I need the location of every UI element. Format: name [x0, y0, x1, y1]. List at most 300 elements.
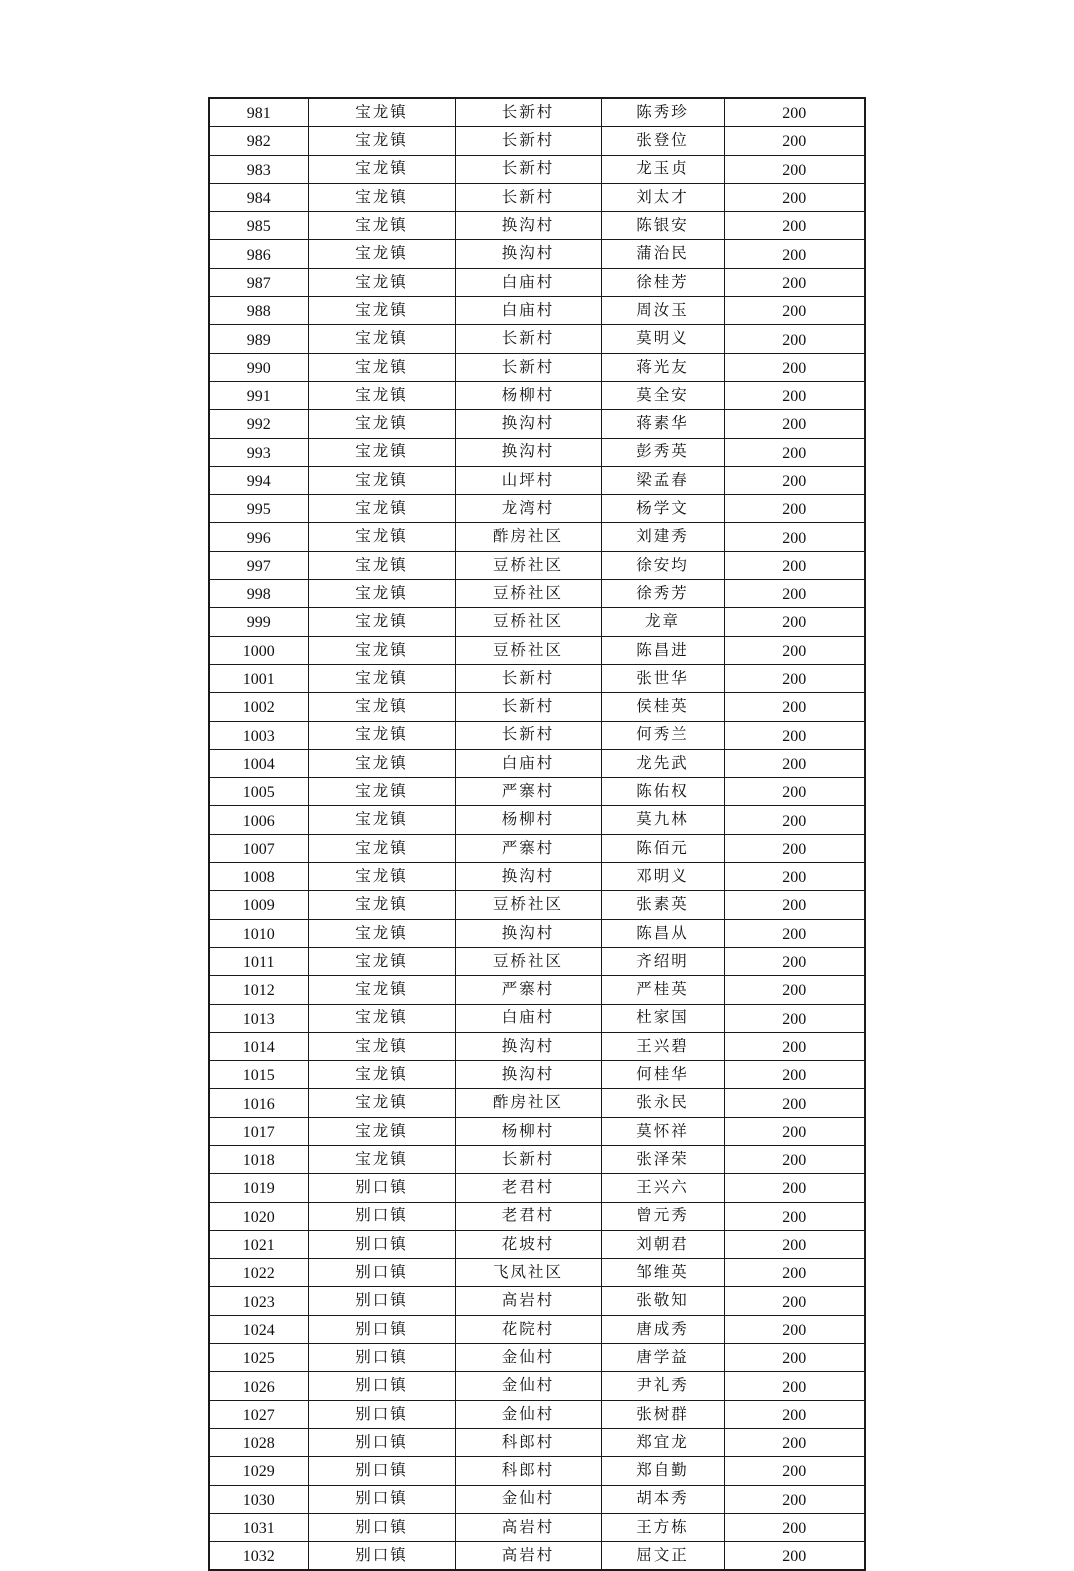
person-name-cell: 刘太才: [601, 183, 724, 211]
village-cell: 科郎村: [455, 1428, 601, 1456]
amount-cell: 200: [724, 1259, 865, 1287]
person-name-cell: 唐学益: [601, 1344, 724, 1372]
town-cell: 宝龙镇: [308, 1117, 455, 1145]
serial-number-cell: 1010: [209, 919, 308, 947]
serial-number-cell: 995: [209, 495, 308, 523]
table-row: [209, 1287, 865, 1315]
village-cell: 长新村: [455, 721, 601, 749]
amount-cell: 200: [724, 1513, 865, 1541]
town-cell: 别口镇: [308, 1202, 455, 1230]
town-cell: 宝龙镇: [308, 381, 455, 409]
serial-number-cell: 984: [209, 183, 308, 211]
amount-cell: 200: [724, 1485, 865, 1513]
table-row: [209, 353, 865, 381]
table-row: [209, 636, 865, 664]
serial-number-cell: 990: [209, 353, 308, 381]
table-row: [209, 98, 865, 127]
table-row: [209, 1542, 865, 1571]
person-name-cell: 张素英: [601, 891, 724, 919]
town-cell: 宝龙镇: [308, 834, 455, 862]
village-cell: 严寨村: [455, 976, 601, 1004]
person-name-cell: 杜家国: [601, 1004, 724, 1032]
amount-cell: 200: [724, 749, 865, 777]
town-cell: 宝龙镇: [308, 1089, 455, 1117]
amount-cell: 200: [724, 778, 865, 806]
serial-number-cell: 1004: [209, 749, 308, 777]
amount-cell: 200: [724, 127, 865, 155]
amount-cell: 200: [724, 1004, 865, 1032]
village-cell: 严寨村: [455, 834, 601, 862]
town-cell: 别口镇: [308, 1513, 455, 1541]
table-row: [209, 721, 865, 749]
village-cell: 老君村: [455, 1202, 601, 1230]
serial-number-cell: 999: [209, 608, 308, 636]
amount-cell: 200: [724, 523, 865, 551]
table-row: [209, 580, 865, 608]
town-cell: 别口镇: [308, 1457, 455, 1485]
amount-cell: 200: [724, 1315, 865, 1343]
village-cell: 长新村: [455, 664, 601, 692]
serial-number-cell: 1001: [209, 664, 308, 692]
serial-number-cell: 1016: [209, 1089, 308, 1117]
person-name-cell: 陈秀珍: [601, 98, 724, 127]
serial-number-cell: 1012: [209, 976, 308, 1004]
serial-number-cell: 981: [209, 98, 308, 127]
serial-number-cell: 1023: [209, 1287, 308, 1315]
town-cell: 宝龙镇: [308, 353, 455, 381]
town-cell: 宝龙镇: [308, 410, 455, 438]
table-row: [209, 1145, 865, 1173]
person-name-cell: 徐桂芳: [601, 268, 724, 296]
table-row: [209, 1089, 865, 1117]
person-name-cell: 陈银安: [601, 212, 724, 240]
table-row: [209, 1400, 865, 1428]
village-cell: 豆桥社区: [455, 608, 601, 636]
person-name-cell: 彭秀英: [601, 438, 724, 466]
table-row: [209, 551, 865, 579]
person-name-cell: 尹礼秀: [601, 1372, 724, 1400]
amount-cell: 200: [724, 1174, 865, 1202]
serial-number-cell: 983: [209, 155, 308, 183]
amount-cell: 200: [724, 1542, 865, 1571]
table-row: [209, 325, 865, 353]
person-name-cell: 陈昌进: [601, 636, 724, 664]
serial-number-cell: 992: [209, 410, 308, 438]
amount-cell: 200: [724, 98, 865, 127]
town-cell: 宝龙镇: [308, 1004, 455, 1032]
person-name-cell: 张永民: [601, 1089, 724, 1117]
serial-number-cell: 989: [209, 325, 308, 353]
village-cell: 换沟村: [455, 863, 601, 891]
town-cell: 宝龙镇: [308, 891, 455, 919]
village-cell: 高岩村: [455, 1513, 601, 1541]
table-row: [209, 1428, 865, 1456]
town-cell: 别口镇: [308, 1428, 455, 1456]
table-row: [209, 919, 865, 947]
town-cell: 宝龙镇: [308, 551, 455, 579]
village-cell: 豆桥社区: [455, 580, 601, 608]
serial-number-cell: 996: [209, 523, 308, 551]
amount-cell: 200: [724, 834, 865, 862]
amount-cell: 200: [724, 693, 865, 721]
table-row: [209, 183, 865, 211]
serial-number-cell: 1013: [209, 1004, 308, 1032]
person-name-cell: 徐安均: [601, 551, 724, 579]
town-cell: 宝龙镇: [308, 778, 455, 806]
amount-cell: 200: [724, 438, 865, 466]
town-cell: 宝龙镇: [308, 268, 455, 296]
person-name-cell: 蒋光友: [601, 353, 724, 381]
serial-number-cell: 1018: [209, 1145, 308, 1173]
serial-number-cell: 1019: [209, 1174, 308, 1202]
serial-number-cell: 994: [209, 466, 308, 494]
serial-number-cell: 991: [209, 381, 308, 409]
amount-cell: 200: [724, 1400, 865, 1428]
serial-number-cell: 986: [209, 240, 308, 268]
table-row: [209, 1032, 865, 1060]
person-name-cell: 王方栋: [601, 1513, 724, 1541]
serial-number-cell: 1005: [209, 778, 308, 806]
town-cell: 宝龙镇: [308, 806, 455, 834]
amount-cell: 200: [724, 947, 865, 975]
town-cell: 宝龙镇: [308, 297, 455, 325]
table-row: [209, 1344, 865, 1372]
person-name-cell: 邓明义: [601, 863, 724, 891]
village-cell: 换沟村: [455, 1032, 601, 1060]
amount-cell: 200: [724, 891, 865, 919]
village-cell: 换沟村: [455, 240, 601, 268]
serial-number-cell: 1021: [209, 1230, 308, 1258]
table-row: [209, 1315, 865, 1343]
village-cell: 长新村: [455, 98, 601, 127]
table-row: [209, 297, 865, 325]
serial-number-cell: 1022: [209, 1259, 308, 1287]
table-row: [209, 495, 865, 523]
person-name-cell: 刘建秀: [601, 523, 724, 551]
person-name-cell: 严桂英: [601, 976, 724, 1004]
serial-number-cell: 1006: [209, 806, 308, 834]
village-cell: 杨柳村: [455, 381, 601, 409]
table-row: [209, 1485, 865, 1513]
town-cell: 宝龙镇: [308, 976, 455, 1004]
amount-cell: 200: [724, 806, 865, 834]
town-cell: 别口镇: [308, 1372, 455, 1400]
person-name-cell: 陈佰元: [601, 834, 724, 862]
town-cell: 别口镇: [308, 1174, 455, 1202]
person-name-cell: 蒋素华: [601, 410, 724, 438]
amount-cell: 200: [724, 1089, 865, 1117]
person-name-cell: 何秀兰: [601, 721, 724, 749]
table-row: [209, 1259, 865, 1287]
town-cell: 别口镇: [308, 1400, 455, 1428]
amount-cell: 200: [724, 353, 865, 381]
amount-cell: 200: [724, 466, 865, 494]
serial-number-cell: 997: [209, 551, 308, 579]
town-cell: 别口镇: [308, 1259, 455, 1287]
person-name-cell: 张世华: [601, 664, 724, 692]
serial-number-cell: 1027: [209, 1400, 308, 1428]
table-row: [209, 438, 865, 466]
serial-number-cell: 1011: [209, 947, 308, 975]
table-row: [209, 155, 865, 183]
person-name-cell: 张敬知: [601, 1287, 724, 1315]
serial-number-cell: 1014: [209, 1032, 308, 1060]
table-row: [209, 240, 865, 268]
table-row: [209, 749, 865, 777]
village-cell: 飞凤社区: [455, 1259, 601, 1287]
table-row: [209, 1372, 865, 1400]
table-row: [209, 806, 865, 834]
serial-number-cell: 1002: [209, 693, 308, 721]
table-row: [209, 863, 865, 891]
town-cell: 宝龙镇: [308, 212, 455, 240]
village-cell: 豆桥社区: [455, 947, 601, 975]
town-cell: 宝龙镇: [308, 98, 455, 127]
amount-cell: 200: [724, 212, 865, 240]
amount-cell: 200: [724, 325, 865, 353]
table-body: [209, 98, 865, 1570]
village-cell: 金仙村: [455, 1344, 601, 1372]
person-name-cell: 梁孟春: [601, 466, 724, 494]
serial-number-cell: 1028: [209, 1428, 308, 1456]
table-row: [209, 1117, 865, 1145]
serial-number-cell: 1017: [209, 1117, 308, 1145]
village-cell: 豆桥社区: [455, 551, 601, 579]
town-cell: 别口镇: [308, 1542, 455, 1571]
table-row: [209, 212, 865, 240]
serial-number-cell: 1003: [209, 721, 308, 749]
person-name-cell: 周汝玉: [601, 297, 724, 325]
table-row: [209, 664, 865, 692]
village-cell: 白庙村: [455, 297, 601, 325]
town-cell: 宝龙镇: [308, 466, 455, 494]
town-cell: 宝龙镇: [308, 155, 455, 183]
table-row: [209, 693, 865, 721]
village-cell: 高岩村: [455, 1542, 601, 1571]
village-cell: 杨柳村: [455, 806, 601, 834]
serial-number-cell: 1032: [209, 1542, 308, 1571]
village-cell: 换沟村: [455, 919, 601, 947]
person-name-cell: 侯桂英: [601, 693, 724, 721]
town-cell: 宝龙镇: [308, 693, 455, 721]
amount-cell: 200: [724, 1145, 865, 1173]
village-cell: 换沟村: [455, 410, 601, 438]
person-name-cell: 莫明义: [601, 325, 724, 353]
person-name-cell: 龙先武: [601, 749, 724, 777]
table-row: [209, 381, 865, 409]
town-cell: 宝龙镇: [308, 523, 455, 551]
person-name-cell: 刘朝君: [601, 1230, 724, 1258]
amount-cell: 200: [724, 1230, 865, 1258]
village-cell: 严寨村: [455, 778, 601, 806]
town-cell: 宝龙镇: [308, 749, 455, 777]
village-cell: 山坪村: [455, 466, 601, 494]
town-cell: 宝龙镇: [308, 1061, 455, 1089]
amount-cell: 200: [724, 976, 865, 1004]
amount-cell: 200: [724, 664, 865, 692]
amount-cell: 200: [724, 381, 865, 409]
table-row: [209, 1061, 865, 1089]
town-cell: 宝龙镇: [308, 919, 455, 947]
table-row: [209, 523, 865, 551]
town-cell: 宝龙镇: [308, 438, 455, 466]
town-cell: 宝龙镇: [308, 636, 455, 664]
serial-number-cell: 1031: [209, 1513, 308, 1541]
village-cell: 长新村: [455, 183, 601, 211]
serial-number-cell: 1009: [209, 891, 308, 919]
person-name-cell: 郑宜龙: [601, 1428, 724, 1456]
person-name-cell: 唐成秀: [601, 1315, 724, 1343]
town-cell: 宝龙镇: [308, 325, 455, 353]
person-name-cell: 张泽荣: [601, 1145, 724, 1173]
serial-number-cell: 1026: [209, 1372, 308, 1400]
table-row: [209, 608, 865, 636]
person-name-cell: 徐秀芳: [601, 580, 724, 608]
village-cell: 金仙村: [455, 1400, 601, 1428]
amount-cell: 200: [724, 1202, 865, 1230]
village-cell: 长新村: [455, 127, 601, 155]
person-name-cell: 杨学文: [601, 495, 724, 523]
serial-number-cell: 1020: [209, 1202, 308, 1230]
serial-number-cell: 987: [209, 268, 308, 296]
town-cell: 宝龙镇: [308, 1032, 455, 1060]
amount-cell: 200: [724, 919, 865, 947]
serial-number-cell: 1030: [209, 1485, 308, 1513]
village-cell: 科郎村: [455, 1457, 601, 1485]
person-name-cell: 郑自勤: [601, 1457, 724, 1485]
amount-cell: 200: [724, 1061, 865, 1089]
serial-number-cell: 1008: [209, 863, 308, 891]
village-cell: 龙湾村: [455, 495, 601, 523]
person-name-cell: 何桂华: [601, 1061, 724, 1089]
village-cell: 老君村: [455, 1174, 601, 1202]
serial-number-cell: 1007: [209, 834, 308, 862]
table-row: [209, 1174, 865, 1202]
amount-cell: 200: [724, 636, 865, 664]
village-cell: 花院村: [455, 1315, 601, 1343]
town-cell: 别口镇: [308, 1230, 455, 1258]
town-cell: 宝龙镇: [308, 608, 455, 636]
village-cell: 高岩村: [455, 1287, 601, 1315]
serial-number-cell: 982: [209, 127, 308, 155]
amount-cell: 200: [724, 1344, 865, 1372]
person-name-cell: 曾元秀: [601, 1202, 724, 1230]
village-cell: 长新村: [455, 325, 601, 353]
serial-number-cell: 988: [209, 297, 308, 325]
table-row: [209, 1230, 865, 1258]
town-cell: 宝龙镇: [308, 240, 455, 268]
table-row: [209, 976, 865, 1004]
table-row: [209, 1457, 865, 1485]
table-row: [209, 127, 865, 155]
amount-cell: 200: [724, 268, 865, 296]
town-cell: 别口镇: [308, 1287, 455, 1315]
table-row: [209, 1202, 865, 1230]
person-name-cell: 张树群: [601, 1400, 724, 1428]
serial-number-cell: 1025: [209, 1344, 308, 1372]
amount-cell: 200: [724, 1117, 865, 1145]
village-cell: 花坡村: [455, 1230, 601, 1258]
village-cell: 换沟村: [455, 438, 601, 466]
town-cell: 宝龙镇: [308, 183, 455, 211]
serial-number-cell: 993: [209, 438, 308, 466]
village-cell: 长新村: [455, 353, 601, 381]
person-name-cell: 龙章: [601, 608, 724, 636]
town-cell: 宝龙镇: [308, 863, 455, 891]
table-row: [209, 834, 865, 862]
table-row: [209, 466, 865, 494]
town-cell: 宝龙镇: [308, 947, 455, 975]
village-cell: 酢房社区: [455, 523, 601, 551]
table-row: [209, 947, 865, 975]
serial-number-cell: 1024: [209, 1315, 308, 1343]
village-cell: 白庙村: [455, 749, 601, 777]
table-row: [209, 891, 865, 919]
village-cell: 金仙村: [455, 1372, 601, 1400]
village-cell: 酢房社区: [455, 1089, 601, 1117]
table-row: [209, 268, 865, 296]
serial-number-cell: 998: [209, 580, 308, 608]
village-cell: 杨柳村: [455, 1117, 601, 1145]
town-cell: 别口镇: [308, 1485, 455, 1513]
person-name-cell: 莫全安: [601, 381, 724, 409]
person-name-cell: 张登位: [601, 127, 724, 155]
person-name-cell: 邹维英: [601, 1259, 724, 1287]
person-name-cell: 齐绍明: [601, 947, 724, 975]
village-cell: 金仙村: [455, 1485, 601, 1513]
person-name-cell: 陈昌从: [601, 919, 724, 947]
amount-cell: 200: [724, 1372, 865, 1400]
amount-cell: 200: [724, 495, 865, 523]
table-row: [209, 1004, 865, 1032]
person-name-cell: 屈文正: [601, 1542, 724, 1571]
town-cell: 别口镇: [308, 1344, 455, 1372]
person-name-cell: 陈佑权: [601, 778, 724, 806]
amount-cell: 200: [724, 297, 865, 325]
serial-number-cell: 1000: [209, 636, 308, 664]
person-name-cell: 王兴六: [601, 1174, 724, 1202]
serial-number-cell: 985: [209, 212, 308, 240]
data-table: [208, 97, 866, 1571]
table-row: [209, 410, 865, 438]
serial-number-cell: 1015: [209, 1061, 308, 1089]
town-cell: 宝龙镇: [308, 495, 455, 523]
amount-cell: 200: [724, 1457, 865, 1485]
person-name-cell: 龙玉贞: [601, 155, 724, 183]
amount-cell: 200: [724, 863, 865, 891]
amount-cell: 200: [724, 155, 865, 183]
person-name-cell: 莫九林: [601, 806, 724, 834]
town-cell: 宝龙镇: [308, 580, 455, 608]
person-name-cell: 莫怀祥: [601, 1117, 724, 1145]
village-cell: 长新村: [455, 693, 601, 721]
amount-cell: 200: [724, 551, 865, 579]
person-name-cell: 蒲治民: [601, 240, 724, 268]
village-cell: 豆桥社区: [455, 636, 601, 664]
town-cell: 宝龙镇: [308, 1145, 455, 1173]
village-cell: 换沟村: [455, 1061, 601, 1089]
village-cell: 换沟村: [455, 212, 601, 240]
amount-cell: 200: [724, 721, 865, 749]
person-name-cell: 王兴碧: [601, 1032, 724, 1060]
person-name-cell: 胡本秀: [601, 1485, 724, 1513]
table-row: [209, 1513, 865, 1541]
town-cell: 宝龙镇: [308, 127, 455, 155]
amount-cell: 200: [724, 183, 865, 211]
town-cell: 宝龙镇: [308, 721, 455, 749]
village-cell: 长新村: [455, 155, 601, 183]
village-cell: 长新村: [455, 1145, 601, 1173]
